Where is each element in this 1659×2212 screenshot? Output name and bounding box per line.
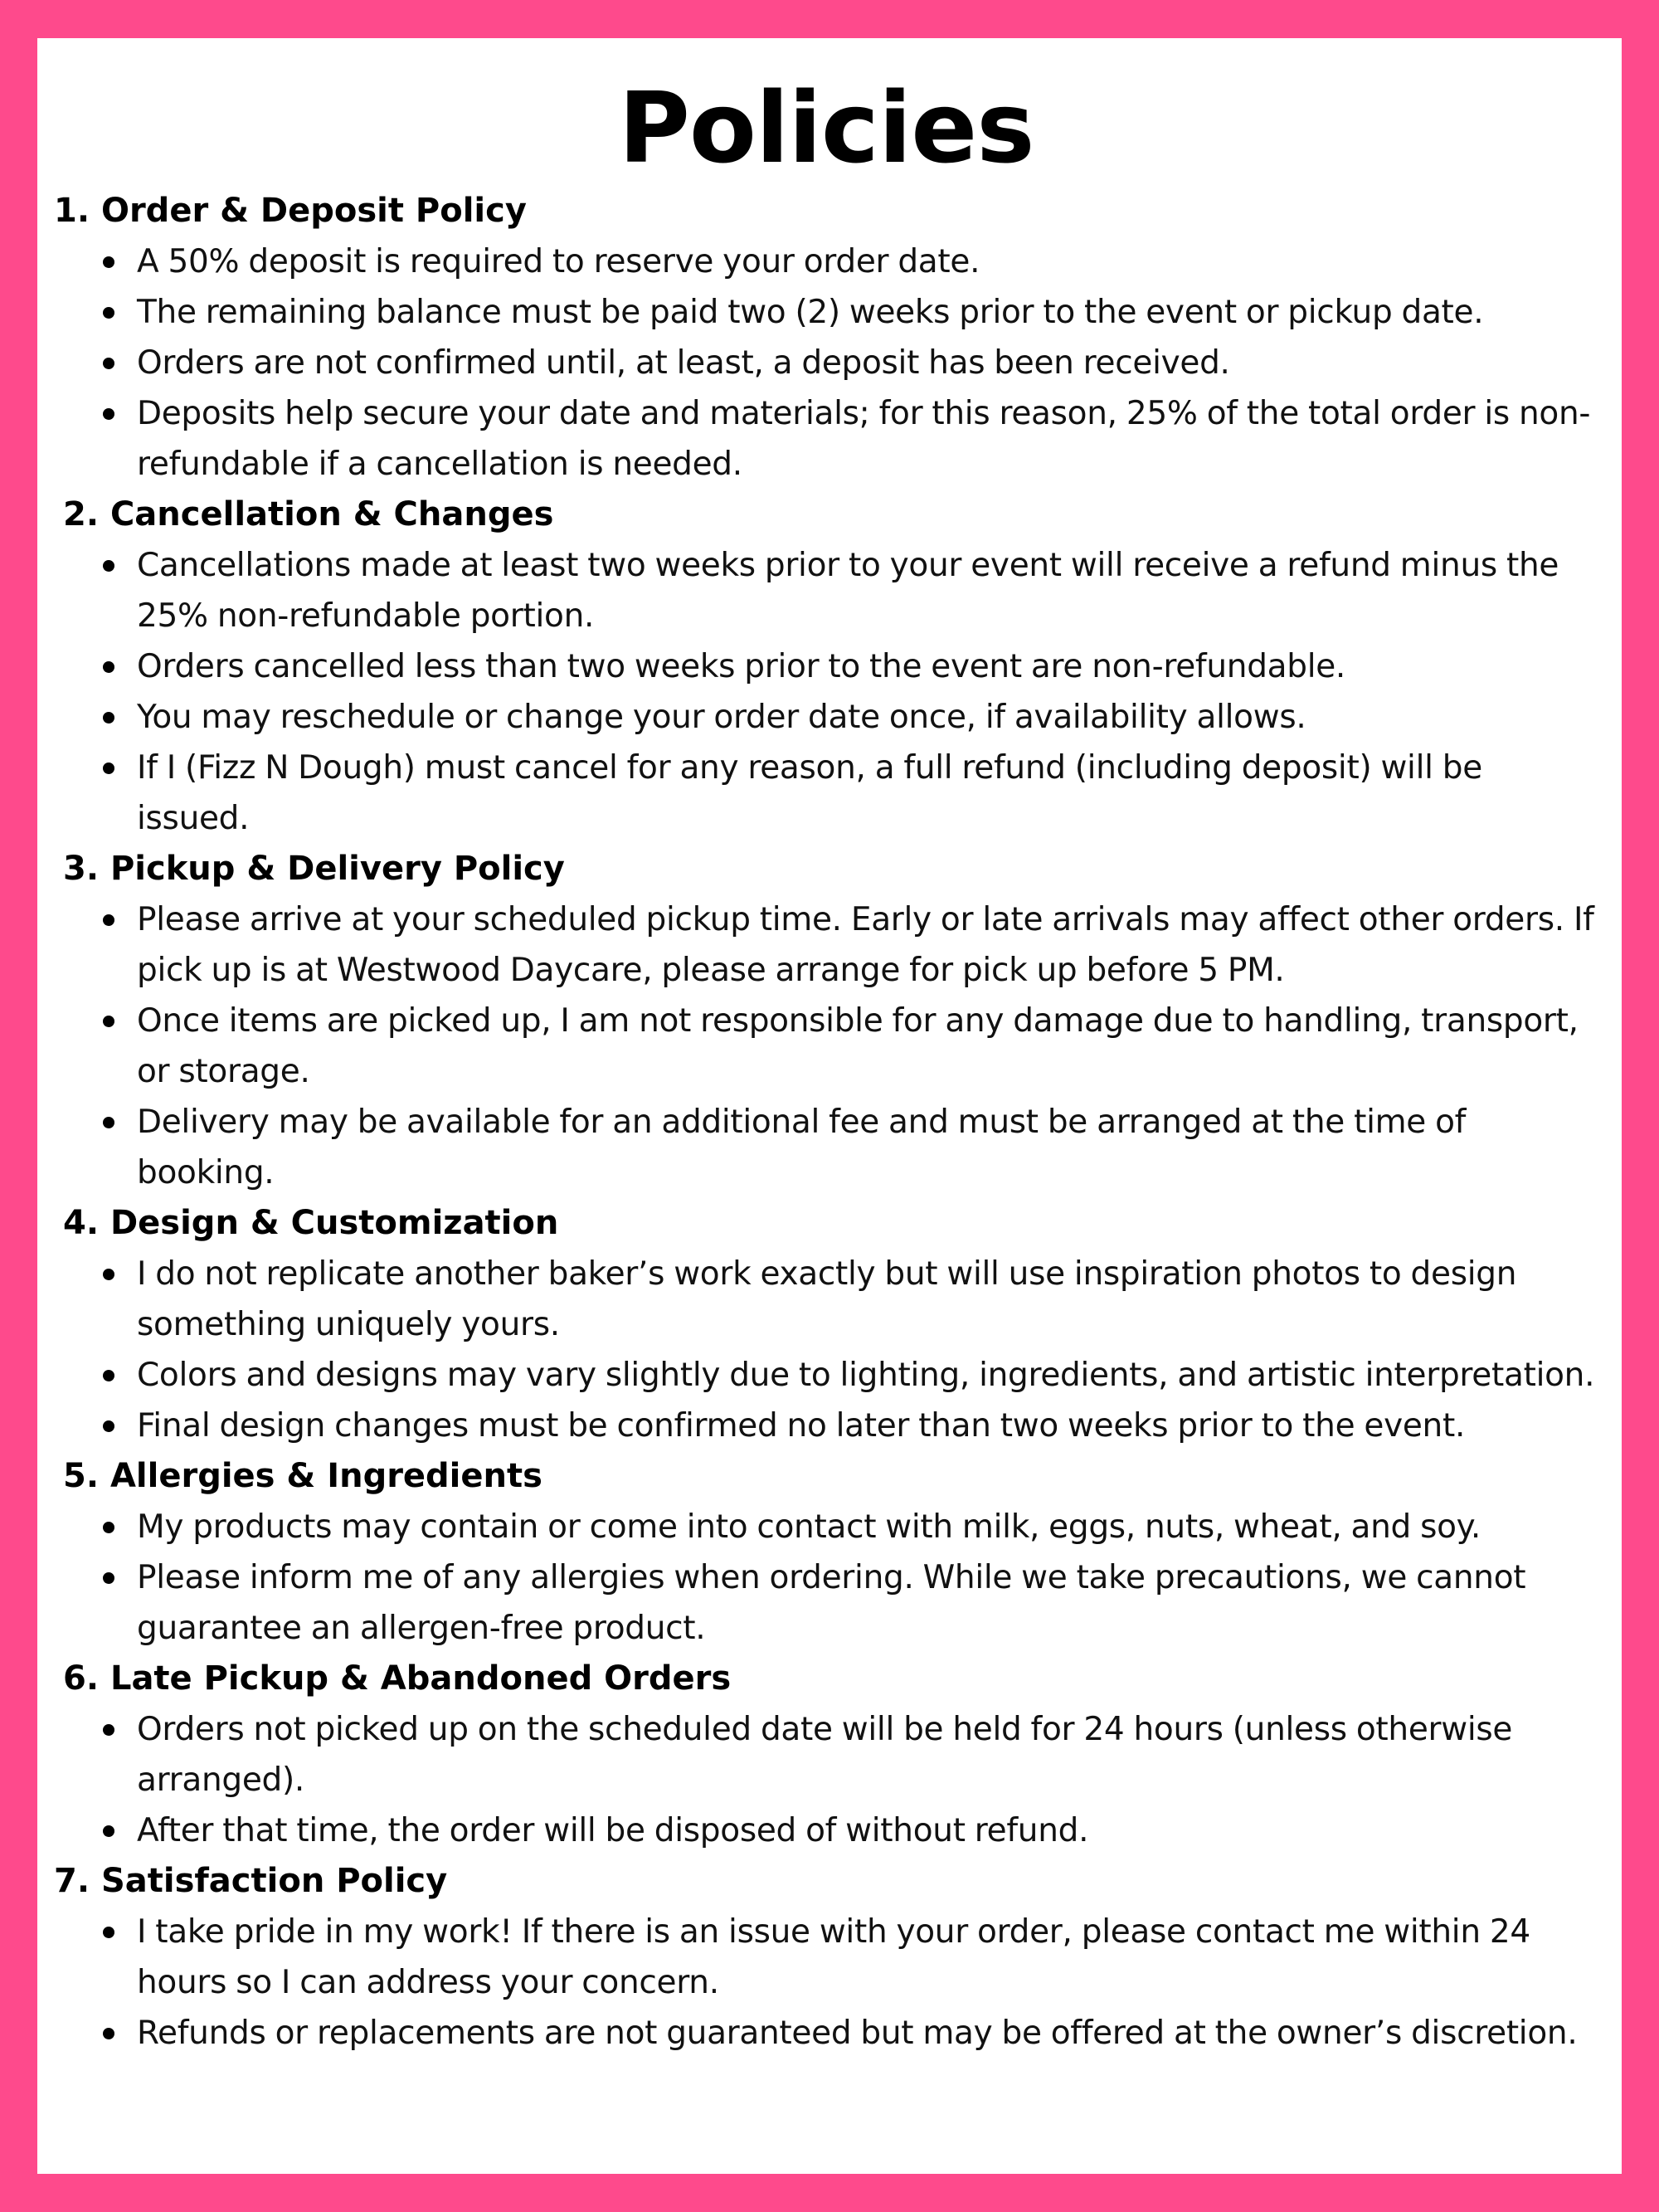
bullet-dot-icon: [103, 1420, 114, 1432]
list-item: [54, 1805, 1598, 1856]
bullet-text: Cancellations made at least two weeks prior to your event will receive a refund minus the 25% non-refundable portion.: [137, 547, 1559, 635]
bullet-dot-icon: [103, 560, 114, 572]
bullet-text: You may reschedule or change your order date once, if availability allows.: [137, 699, 1306, 736]
list-item: [54, 1401, 1598, 1451]
list-item: [54, 1097, 1598, 1198]
bullet-dot-icon: [103, 1117, 114, 1128]
list-item: [54, 236, 1598, 287]
section-order-deposit: [54, 186, 1598, 490]
bullet-dot-icon: [103, 358, 114, 369]
bullet-list: [54, 1704, 1598, 1856]
bullet-dot-icon: [103, 661, 114, 673]
list-item: [54, 338, 1598, 388]
bullet-dot-icon: [103, 1724, 114, 1736]
list-item: [54, 1502, 1598, 1552]
section-satisfaction: [54, 1856, 1598, 2059]
bullet-text: Delivery may be available for an additional fee and must be arranged at the time of booking.: [137, 1104, 1467, 1191]
section-allergies-ingredients: [54, 1451, 1598, 1654]
section-cancellation-changes: [54, 490, 1598, 844]
list-item: [54, 540, 1598, 641]
bullet-text: After that time, the order will be disposed of without refund.: [137, 1812, 1089, 1849]
list-item: [54, 1552, 1598, 1654]
bullet-dot-icon: [103, 1522, 114, 1533]
list-item: [54, 1704, 1598, 1805]
list-item: [54, 894, 1598, 996]
bullet-text: Orders not picked up on the scheduled date will be held for 24 hours (unless otherwise arranged).: [137, 1711, 1513, 1799]
bullet-dot-icon: [103, 2028, 114, 2039]
bullet-list: [54, 1907, 1598, 2059]
bullet-dot-icon: [103, 1825, 114, 1837]
bullet-text: Please arrive at your scheduled pickup time. Early or late arrivals may affect other orders. If pick up is at Westwood Daycare, please arrange for pick up before 5 PM.: [137, 901, 1594, 989]
bullet-text: Refunds or replacements are not guaranteed but may be offered at the owner’s discretion.: [137, 2015, 1578, 2052]
list-item: [54, 388, 1598, 490]
bullet-text: A 50% deposit is required to reserve your order date.: [137, 243, 980, 280]
bullet-text: If I (Fizz N Dough) must cancel for any reason, a full refund (including deposit) will be issued.: [137, 749, 1482, 837]
list-item: [54, 1350, 1598, 1401]
bullet-list: [54, 236, 1598, 490]
bullet-dot-icon: [103, 1927, 114, 1938]
bullet-list: [54, 1249, 1598, 1451]
list-item: [54, 287, 1598, 338]
bullet-list: [54, 894, 1598, 1198]
bullet-dot-icon: [103, 1572, 114, 1584]
section-heading: 6. Late Pickup & Abandoned Orders: [63, 1659, 732, 1698]
bullet-text: I do not replicate another baker’s work exactly but will use inspiration photos to design something uniquely yours.: [137, 1255, 1517, 1343]
section-pickup-delivery: [54, 844, 1598, 1198]
bullet-text: Please inform me of any allergies when ordering. While we take precautions, we cannot guarantee an allergen-free product.: [137, 1559, 1526, 1647]
section-heading: 2. Cancellation & Changes: [63, 495, 554, 534]
bullet-text: My products may contain or come into contact with milk, eggs, nuts, wheat, and soy.: [137, 1508, 1481, 1546]
bullet-dot-icon: [103, 256, 114, 268]
list-item: [54, 692, 1598, 743]
bullet-text: Orders are not confirmed until, at least, a deposit has been received.: [137, 344, 1230, 382]
bullet-dot-icon: [103, 763, 114, 774]
section-late-pickup: [54, 1654, 1598, 1856]
bullet-text: Once items are picked up, I am not responsible for any damage due to handling, transport, or storage.: [137, 1002, 1579, 1090]
list-item: [54, 641, 1598, 692]
list-item: [54, 1249, 1598, 1350]
bullet-text: Colors and designs may vary slightly due to lighting, ingredients, and artistic interpretation.: [137, 1357, 1595, 1394]
bullet-dot-icon: [103, 914, 114, 926]
bullet-text: I take pride in my work! If there is an issue with your order, please contact me within 24 hours so I can address your concern.: [137, 1913, 1530, 2001]
bullet-text: Final design changes must be confirmed no later than two weeks prior to the event.: [137, 1407, 1466, 1445]
bullet-dot-icon: [103, 1269, 114, 1280]
list-item: [54, 2008, 1598, 2059]
list-item: [54, 743, 1598, 844]
page-title: Policies: [618, 71, 1034, 185]
section-heading: 4. Design & Customization: [63, 1204, 559, 1242]
bullet-text: Orders cancelled less than two weeks prior to the event are non-refundable.: [137, 648, 1346, 685]
bullet-list: [54, 1502, 1598, 1654]
section-heading: 5. Allergies & Ingredients: [63, 1457, 542, 1495]
policy-sheet: [37, 38, 1622, 2174]
bullet-text: Deposits help secure your date and materials; for this reason, 25% of the total order is non-refundable if a cancellation is needed.: [137, 395, 1591, 483]
section-design-customization: [54, 1198, 1598, 1451]
bullet-text: The remaining balance must be paid two (2) weeks prior to the event or pickup date.: [137, 294, 1484, 331]
bullet-dot-icon: [103, 1370, 114, 1381]
bullet-list: [54, 540, 1598, 844]
bullet-dot-icon: [103, 712, 114, 724]
list-item: [54, 996, 1598, 1097]
section-heading: 1. Order & Deposit Policy: [54, 192, 527, 230]
bullet-dot-icon: [103, 307, 114, 319]
bullet-dot-icon: [103, 408, 114, 420]
list-item: [54, 1907, 1598, 2008]
section-heading: 7. Satisfaction Policy: [54, 1862, 448, 1900]
bullet-dot-icon: [103, 1016, 114, 1027]
section-heading: 3. Pickup & Delivery Policy: [63, 850, 565, 888]
